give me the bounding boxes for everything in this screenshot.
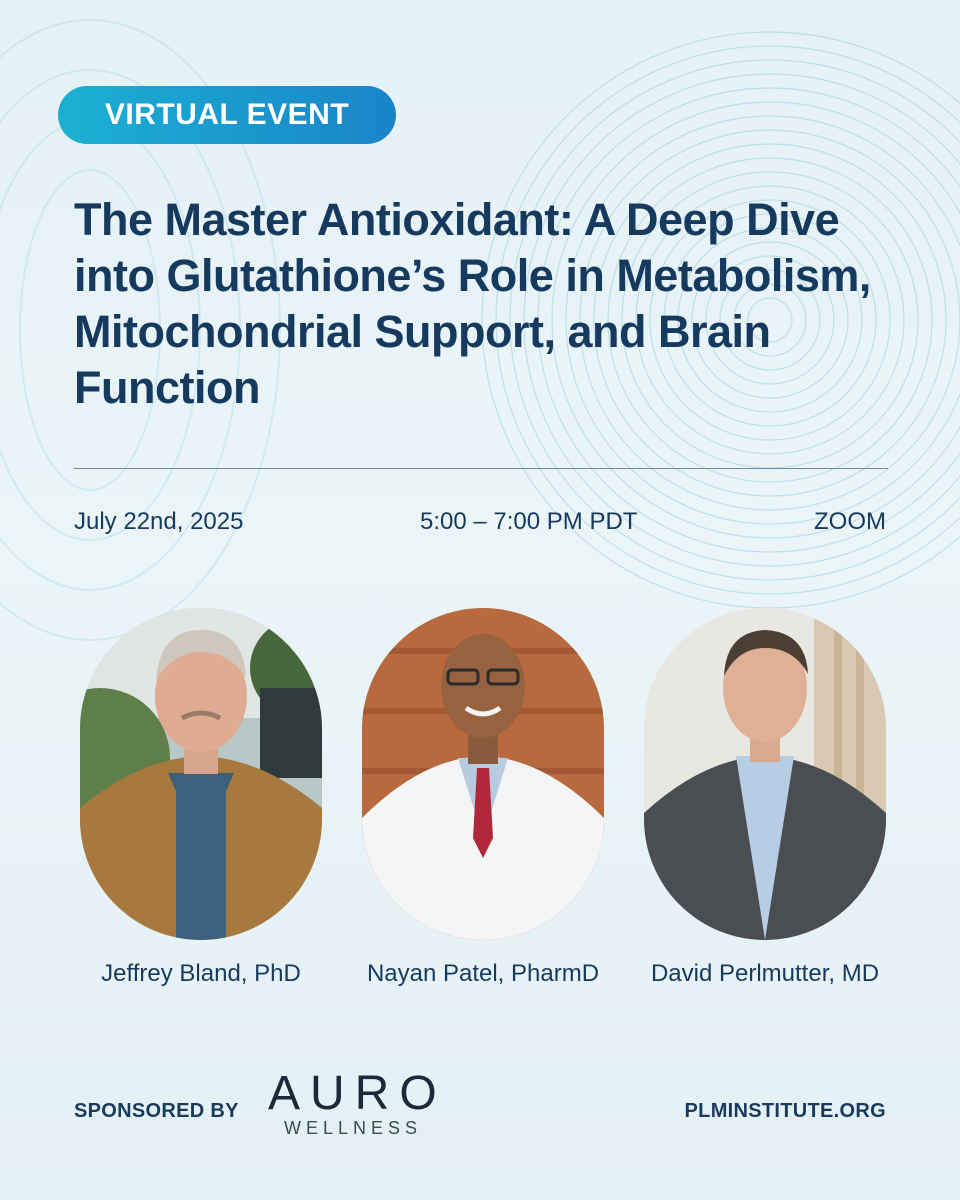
portrait-jeffrey-bland (80, 608, 322, 940)
sponsored-by-label: SPONSORED BY (74, 1100, 239, 1122)
divider (74, 468, 888, 469)
speaker-card-nayan-patel (362, 608, 604, 940)
event-date: July 22nd, 2025 (74, 508, 244, 535)
speaker-name: David Perlmutter, MD (650, 960, 880, 987)
virtual-event-badge: VIRTUAL EVENT (58, 86, 396, 144)
speaker-name: Nayan Patel, PharmD (366, 960, 600, 987)
logo-wordmark: AURO (268, 1067, 447, 1120)
event-title: The Master Antioxidant: A Deep Dive into Glutathione’s Role in Metabolism, Mitochondrial Support, and Brain Function (74, 194, 871, 413)
speaker-photo (362, 608, 604, 940)
logo-subtitle: WELLNESS (283, 1118, 423, 1138)
speaker-name: Jeffrey Bland, PhD (101, 960, 301, 987)
speaker-card-jeffrey-bland (80, 608, 322, 940)
event-time: 5:00 – 7:00 PM PDT (420, 508, 638, 535)
speaker-photo (644, 608, 886, 940)
auro-wellness-logo (268, 1066, 447, 1142)
event-location: ZOOM (814, 508, 886, 535)
portrait-nayan-patel (362, 608, 604, 940)
speaker-card-david-perlmutter (644, 608, 886, 940)
website-url: PLMINSTITUTE.ORG (684, 1100, 886, 1122)
portrait-david-perlmutter (644, 608, 886, 940)
speaker-photo (80, 608, 322, 940)
